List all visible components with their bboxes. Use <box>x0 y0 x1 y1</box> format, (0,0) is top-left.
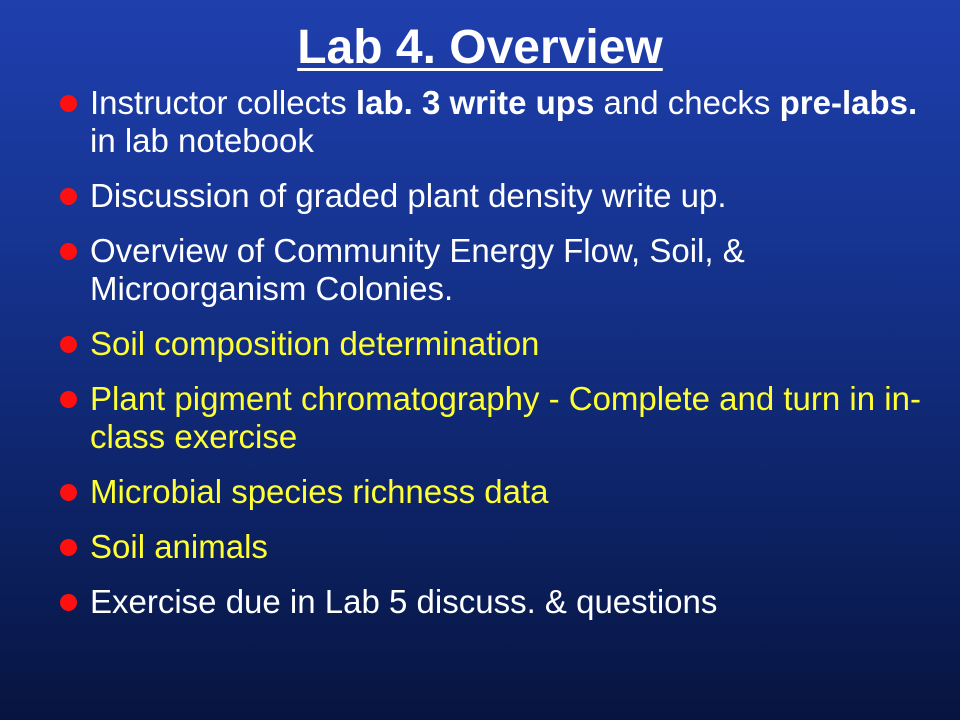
bullet-text-1-part-4: pre-labs. <box>779 84 918 121</box>
bullet-text-7: Soil animals <box>90 528 268 565</box>
bullet-dot-icon <box>60 243 77 260</box>
bullet-text-8: Exercise due in Lab 5 discuss. & questions <box>90 583 718 620</box>
bullet-text-1-part-5: in lab notebook <box>90 122 314 159</box>
bullet-dot-icon <box>60 188 77 205</box>
bullet-dot-icon <box>60 391 77 408</box>
bullet-dot-icon <box>60 594 77 611</box>
bullet-text-1-part-1: Instructor collects <box>90 84 356 121</box>
bullet-item-6 <box>58 473 938 511</box>
bullet-item-1 <box>58 84 938 160</box>
bullet-item-3 <box>58 232 938 308</box>
bullet-text-2: Discussion of graded plant density write up. <box>90 177 727 214</box>
bullet-text-1-part-2: lab. 3 write ups <box>355 84 595 121</box>
bullet-dot-icon <box>60 484 77 501</box>
bullet-text-4: Soil composition determination <box>90 325 540 362</box>
bullet-dot-icon <box>60 95 77 112</box>
bullet-text-5: Plant pigment chromatography - Complete and turn in in-class exercise <box>90 380 921 455</box>
bullet-item-5 <box>58 380 938 456</box>
bullet-item-2 <box>58 177 938 215</box>
bullet-text-6: Microbial species richness data <box>90 473 549 510</box>
bullet-text-3: Overview of Community Energy Flow, Soil, & Microorganism Colonies. <box>90 232 745 307</box>
bullet-dot-icon <box>60 539 77 556</box>
slide-title: Lab 4. Overview <box>297 21 663 74</box>
bullet-item-7 <box>58 528 938 566</box>
bullet-item-4 <box>58 325 938 363</box>
bullet-text-1-part-3: and checks <box>594 84 780 121</box>
bullet-dot-icon <box>60 336 77 353</box>
bullet-item-8 <box>58 583 938 621</box>
bullet-list <box>58 84 938 638</box>
